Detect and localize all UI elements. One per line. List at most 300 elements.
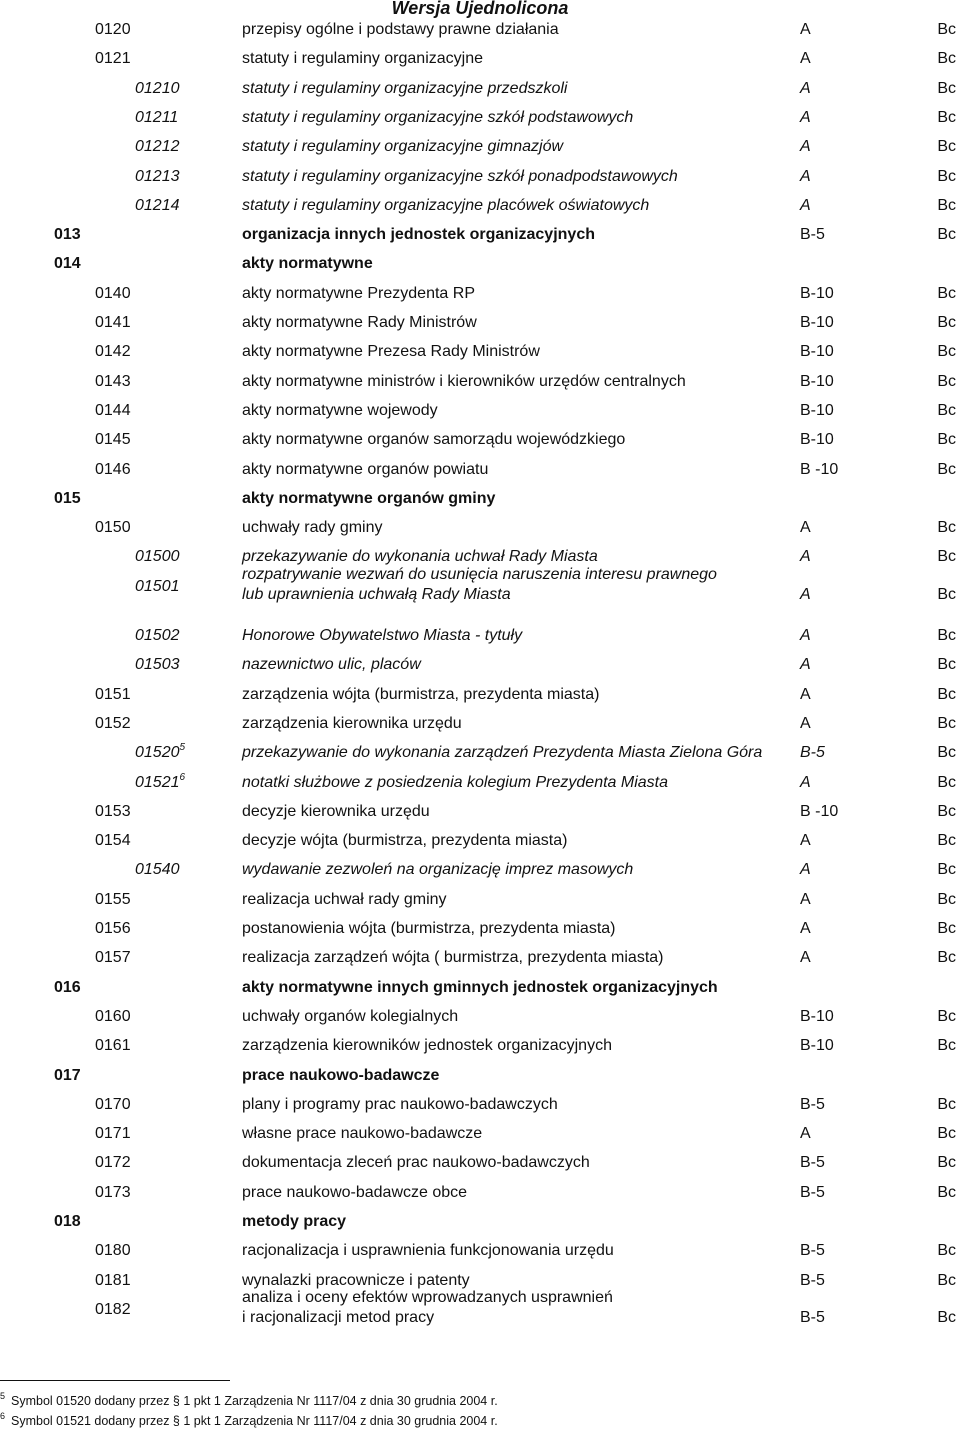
other-category: Bc: [937, 685, 956, 703]
row-symbol: [95, 20, 131, 40]
table-row: [0, 108, 960, 134]
other-category: Bc: [937, 460, 956, 478]
other-category: Bc: [937, 1037, 956, 1055]
other-category: Bc: [937, 1183, 956, 1201]
row-description: [242, 1153, 590, 1173]
other-category: Bc: [937, 108, 956, 126]
row-description: [242, 802, 430, 822]
row-description: [242, 225, 595, 245]
row-description-line: akty normatywne organów samorządu wojewódzkiego: [242, 431, 626, 449]
other-category: Bc: [937, 744, 956, 762]
archive-category: A: [800, 1125, 811, 1143]
row-description: [242, 1007, 458, 1027]
row-description-line: realizacja uchwał rady gminy: [242, 890, 447, 908]
row-symbol-text: 0121: [95, 50, 131, 68]
row-symbol-text: 0145: [95, 431, 131, 449]
row-symbol: [54, 1212, 81, 1232]
table-row: [0, 372, 960, 398]
row-description: [242, 167, 678, 187]
other-category: Bc: [937, 314, 956, 331]
row-description: [242, 831, 567, 851]
archive-category: B-5: [800, 1271, 825, 1289]
table-row: [0, 1066, 960, 1092]
row-description: [242, 919, 616, 939]
other-category: Bc: [937, 21, 956, 38]
archive-category: A: [800, 548, 811, 566]
row-description-line: akty normatywne ministrów i kierowników urzędów centralnych: [242, 372, 686, 390]
row-description-line: racjonalizacja i usprawnienia funkcjonowania urzędu: [242, 1242, 614, 1260]
row-description-line: prace naukowo-badawcze: [242, 1066, 440, 1084]
table-row: [0, 489, 960, 515]
row-description: [242, 108, 633, 128]
row-symbol: [135, 167, 180, 187]
row-description: [242, 460, 488, 480]
row-description-line: realizacja zarządzeń wójta ( burmistrza, prezydenta miasta): [242, 949, 664, 967]
archive-category: A: [800, 685, 811, 703]
other-category: Bc: [937, 656, 956, 674]
table-row: [0, 802, 960, 828]
other-category: Bc: [937, 138, 956, 156]
row-description: [242, 372, 686, 392]
table-row: [0, 284, 960, 310]
row-description-line: prace naukowo-badawcze obce: [242, 1183, 468, 1201]
row-description-line: statuty i regulaminy organizacyjne przedszkoli: [242, 79, 568, 97]
row-description: [242, 1124, 482, 1144]
row-symbol-text: 01502: [135, 627, 180, 644]
row-description: [242, 773, 668, 793]
row-description: [242, 685, 599, 705]
row-description-line: przekazywanie do wykonania uchwał Rady Miasta: [242, 548, 598, 566]
row-description: [242, 401, 438, 421]
footnote: [0, 1391, 498, 1408]
row-symbol: [95, 1271, 131, 1291]
footnote-ref: 6: [179, 771, 186, 783]
row-description-line: przepisy ogólne i podstawy prawne działania: [242, 21, 559, 38]
archive-category: A: [800, 714, 811, 732]
table-row: [0, 743, 960, 769]
row-symbol: [135, 137, 180, 157]
row-symbol-text: 0171: [95, 1125, 131, 1143]
row-description-line: akty normatywne organów powiatu: [242, 460, 489, 478]
row-symbol: [95, 1124, 131, 1144]
row-symbol: [95, 372, 131, 392]
table-row: [0, 430, 960, 456]
other-category: Bc: [937, 861, 956, 879]
archive-category: B-5: [800, 1308, 825, 1326]
archive-category: A: [800, 627, 811, 644]
other-category: Bc: [937, 920, 956, 937]
table-row: [0, 565, 960, 603]
row-symbol: [135, 79, 180, 99]
table-row: [0, 1288, 960, 1326]
row-symbol: [95, 460, 131, 480]
row-symbol: [95, 1036, 131, 1056]
row-description-line: postanowienia wójta (burmistrza, prezydenta miasta): [242, 920, 616, 937]
table-row: [0, 225, 960, 251]
row-symbol: [135, 743, 185, 763]
row-description: [242, 948, 664, 968]
table-row: [0, 49, 960, 75]
row-symbol: [135, 577, 180, 597]
row-symbol-text: 01540: [135, 861, 180, 879]
archive-category: A: [800, 585, 811, 603]
row-symbol-text: 0156: [95, 920, 131, 937]
archive-category: A: [800, 50, 811, 68]
row-description: [242, 49, 483, 69]
other-category: Bc: [937, 714, 956, 732]
row-symbol: [135, 196, 180, 216]
row-description-line: plany i programy prac naukowo-badawczych: [242, 1095, 558, 1113]
other-category: Bc: [937, 167, 956, 185]
archive-category: B -10: [800, 802, 839, 820]
row-description: [242, 743, 762, 763]
row-symbol: [95, 1153, 131, 1173]
row-description: [242, 626, 522, 646]
row-symbol-text: 0160: [95, 1007, 131, 1025]
row-symbol: [95, 1095, 131, 1115]
row-description: [242, 79, 567, 99]
row-description-line: dokumentacja zleceń prac naukowo-badawczych: [242, 1154, 590, 1172]
table-row: [0, 518, 960, 544]
row-symbol-text: 0157: [95, 949, 131, 967]
table-row: [0, 919, 960, 945]
archive-category: B -10: [800, 460, 839, 478]
row-description-line: statuty i regulaminy organizacyjne szkół ponadpodstawowych: [242, 167, 678, 185]
archive-category: A: [800, 138, 811, 156]
row-symbol: [54, 978, 81, 998]
row-description-line: organizacja innych jednostek organizacyjnych: [242, 226, 595, 244]
archive-category: B-5: [800, 1183, 825, 1201]
row-symbol-text: 01503: [135, 656, 180, 674]
row-symbol-text: 01210: [135, 79, 180, 97]
row-description: [242, 890, 447, 910]
table-row: [0, 890, 960, 916]
row-symbol: [95, 342, 131, 362]
row-description: [242, 1212, 346, 1232]
table-row: [0, 137, 960, 163]
footnote-number: 6: [0, 1411, 6, 1421]
row-description: [242, 518, 383, 538]
footnote: [0, 1411, 498, 1428]
row-description-line: uchwały rady gminy: [242, 519, 383, 537]
other-category: Bc: [937, 773, 956, 791]
footnote-separator: [0, 1380, 230, 1381]
row-symbol: [95, 1300, 131, 1320]
table-row: [0, 196, 960, 222]
row-description-line: akty normatywne innych gminnych jednostek organizacyjnych: [242, 978, 718, 996]
other-category: Bc: [937, 1095, 956, 1113]
row-symbol: [95, 948, 131, 968]
table-row: [0, 1124, 960, 1150]
row-symbol: [95, 685, 131, 705]
row-description-line: decyzje wójta (burmistrza, prezydenta miasta): [242, 832, 568, 850]
row-symbol-text: 01521: [135, 773, 180, 791]
row-symbol: [54, 254, 81, 274]
other-category: Bc: [937, 890, 956, 908]
row-symbol: [135, 773, 185, 793]
table-row: [0, 1212, 960, 1238]
row-description: [242, 430, 625, 450]
other-category: Bc: [937, 1125, 956, 1143]
other-category: Bc: [937, 1308, 956, 1326]
archive-category: B-10: [800, 1037, 834, 1055]
archive-category: A: [800, 196, 811, 214]
row-description-line: zarządzenia wójta (burmistrza, prezydenta miasta): [242, 685, 600, 703]
row-symbol-text: 01212: [135, 138, 180, 156]
row-description: [242, 1241, 614, 1261]
table-row: [0, 1153, 960, 1179]
other-category: Bc: [937, 1271, 956, 1289]
archive-category: B-5: [800, 1095, 825, 1113]
archive-category: A: [800, 656, 811, 674]
row-symbol-text: 0142: [95, 343, 131, 361]
archive-category: A: [800, 519, 811, 537]
row-description-line: własne prace naukowo-badawcze: [242, 1125, 483, 1143]
other-category: Bc: [937, 372, 956, 390]
row-description: [242, 137, 563, 157]
row-symbol-text: 0182: [95, 1300, 131, 1318]
row-symbol: [54, 489, 81, 509]
row-symbol-text: 0120: [95, 21, 131, 38]
table-row: [0, 401, 960, 427]
row-description: [242, 714, 462, 734]
row-symbol-text: 0146: [95, 460, 131, 478]
row-symbol-text: 0152: [95, 714, 131, 732]
row-description-line: akty normatywne Prezydenta RP: [242, 284, 475, 302]
other-category: Bc: [937, 284, 956, 302]
row-symbol: [54, 225, 81, 245]
row-symbol: [95, 1183, 131, 1203]
row-description-line: akty normatywne wojewody: [242, 401, 438, 419]
table-row: [0, 978, 960, 1004]
row-symbol: [95, 518, 131, 538]
row-symbol-text: 01501: [135, 577, 180, 595]
row-symbol-text: 013: [54, 226, 81, 244]
archive-category: A: [800, 21, 811, 38]
row-symbol-text: 017: [54, 1066, 81, 1084]
row-symbol: [95, 714, 131, 734]
other-category: Bc: [937, 802, 956, 820]
footnote-number: 5: [0, 1391, 6, 1401]
row-description-line: uchwały organów kolegialnych: [242, 1007, 459, 1025]
row-symbol: [135, 547, 180, 567]
archive-category: A: [800, 108, 811, 126]
row-symbol: [95, 919, 131, 939]
footnote-text: Symbol 01521 dodany przez § 1 pkt 1 Zarządzenia Nr 1117/04 z dnia 30 grudnia 2004 r.: [11, 1414, 498, 1428]
table-row: [0, 714, 960, 740]
row-description: [242, 1066, 439, 1086]
row-symbol-text: 0173: [95, 1183, 131, 1201]
row-symbol-text: 0161: [95, 1037, 131, 1055]
row-description-line: przekazywanie do wykonania zarządzeń Prezydenta Miasta Zielona Góra: [242, 744, 763, 762]
row-symbol: [95, 401, 131, 421]
row-symbol-text: 0150: [95, 519, 131, 537]
row-symbol-text: 0154: [95, 832, 131, 850]
table-row: [0, 254, 960, 280]
row-symbol-text: 0172: [95, 1154, 131, 1172]
document-title: Wersja Ujednolicona: [391, 0, 569, 18]
archive-category: B-10: [800, 431, 834, 449]
row-description-line: wydawanie zezwoleń na organizację imprez masowych: [242, 861, 634, 879]
row-symbol: [95, 1241, 131, 1261]
row-description: [242, 20, 559, 40]
row-description: [242, 1288, 613, 1328]
table-row: [0, 460, 960, 486]
row-symbol-text: 01211: [135, 108, 179, 126]
other-category: Bc: [937, 519, 956, 537]
row-description: [242, 196, 649, 216]
archive-category: A: [800, 920, 811, 937]
row-description: [242, 1095, 558, 1115]
other-category: Bc: [937, 548, 956, 566]
table-row: [0, 20, 960, 46]
row-description: [242, 565, 717, 605]
row-symbol: [95, 313, 131, 333]
table-row: [0, 313, 960, 339]
other-category: Bc: [937, 1007, 956, 1025]
table-row: [0, 860, 960, 886]
row-symbol-text: 01500: [135, 548, 180, 566]
table-row: [0, 342, 960, 368]
footnote-ref: 5: [179, 742, 186, 754]
other-category: Bc: [937, 627, 956, 644]
row-description-line: rozpatrywanie wezwań do usunięcia naruszenia interesu prawnego: [242, 565, 717, 583]
row-symbol-text: 015: [54, 489, 81, 507]
row-symbol: [95, 430, 131, 450]
row-symbol: [54, 1066, 81, 1086]
other-category: Bc: [937, 1242, 956, 1260]
other-category: Bc: [937, 832, 956, 850]
row-symbol: [95, 802, 131, 822]
row-description-line: lub uprawnienia uchwałą Rady Miasta: [242, 585, 511, 603]
row-description-line: statuty i regulaminy organizacyjne gimnazjów: [242, 138, 564, 156]
table-row: [0, 1036, 960, 1062]
row-symbol-text: 0153: [95, 802, 131, 820]
other-category: Bc: [937, 401, 956, 419]
row-symbol-text: 014: [54, 255, 81, 273]
row-description-line: zarządzenia kierowników jednostek organizacyjnych: [242, 1037, 612, 1055]
row-symbol-text: 0181: [95, 1271, 131, 1289]
other-category: Bc: [937, 1154, 956, 1172]
archive-category: A: [800, 773, 811, 791]
row-symbol: [135, 626, 180, 646]
archive-category: B-5: [800, 1154, 825, 1172]
other-category: Bc: [937, 196, 956, 214]
row-description: [242, 1036, 612, 1056]
row-symbol: [95, 890, 131, 910]
row-description-line: nazewnictwo ulic, placów: [242, 656, 421, 674]
row-symbol-text: 01520: [135, 744, 180, 762]
table-row: [0, 626, 960, 652]
row-symbol-text: 0180: [95, 1242, 131, 1260]
row-symbol: [135, 108, 178, 128]
table-row: [0, 1241, 960, 1267]
archive-category: A: [800, 167, 811, 185]
row-symbol: [95, 1007, 131, 1027]
row-symbol-text: 0151: [95, 685, 131, 703]
row-symbol-text: 0140: [95, 284, 131, 302]
row-description-line: decyzje kierownika urzędu: [242, 802, 430, 820]
row-description-line: akty normatywne Rady Ministrów: [242, 314, 477, 331]
row-description-line: zarządzenia kierownika urzędu: [242, 714, 462, 732]
archive-category: B-10: [800, 314, 834, 331]
other-category: Bc: [937, 226, 956, 244]
row-description-line: notatki służbowe z posiedzenia kolegium Prezydenta Miasta: [242, 773, 669, 791]
row-symbol-text: 0141: [95, 314, 131, 331]
table-row: [0, 948, 960, 974]
row-symbol-text: 016: [54, 978, 81, 996]
row-description: [242, 978, 718, 998]
archive-category: B-10: [800, 343, 834, 361]
archive-category: A: [800, 890, 811, 908]
archive-category: A: [800, 79, 811, 97]
other-category: Bc: [937, 949, 956, 967]
row-symbol: [135, 860, 180, 880]
row-symbol: [95, 284, 131, 304]
table-row: [0, 831, 960, 857]
other-category: Bc: [937, 79, 956, 97]
row-description: [242, 254, 373, 274]
archive-category: B-5: [800, 744, 825, 762]
table-row: [0, 79, 960, 105]
row-description: [242, 489, 495, 509]
row-description-line: statuty i regulaminy organizacyjne: [242, 50, 484, 68]
archive-category: B-10: [800, 372, 834, 390]
row-symbol: [95, 49, 131, 69]
archive-category: B-10: [800, 401, 834, 419]
row-symbol-text: 0143: [95, 372, 131, 390]
row-symbol-text: 018: [54, 1213, 81, 1230]
row-symbol-text: 0170: [95, 1095, 131, 1113]
row-symbol: [95, 831, 131, 851]
table-row: [0, 773, 960, 799]
row-description-line: statuty i regulaminy organizacyjne szkół podstawowych: [242, 108, 634, 126]
row-symbol-text: 01213: [135, 167, 180, 185]
row-description: [242, 284, 475, 304]
archive-category: B-5: [800, 226, 825, 244]
other-category: Bc: [937, 343, 956, 361]
table-row: [0, 685, 960, 711]
archive-category: B-10: [800, 284, 834, 302]
row-description-line: analiza i oceny efektów wprowadzanych usprawnień: [242, 1288, 613, 1306]
table-row: [0, 1095, 960, 1121]
row-symbol-text: 01214: [135, 196, 180, 214]
row-description-line: wynalazki pracownicze i patenty: [242, 1271, 470, 1289]
row-description: [242, 655, 421, 675]
table-row: [0, 655, 960, 681]
other-category: Bc: [937, 50, 956, 68]
row-description: [242, 313, 477, 333]
footnote-text: Symbol 01520 dodany przez § 1 pkt 1 Zarządzenia Nr 1117/04 z dnia 30 grudnia 2004 r.: [11, 1394, 498, 1408]
row-description-line: statuty i regulaminy organizacyjne placówek oświatowych: [242, 196, 650, 214]
archive-category: A: [800, 861, 811, 879]
row-description: [242, 342, 540, 362]
row-description-line: akty normatywne: [242, 255, 373, 273]
archive-category: A: [800, 949, 811, 967]
row-description-line: akty normatywne organów gminy: [242, 489, 496, 507]
archive-category: B-10: [800, 1007, 834, 1025]
row-symbol: [135, 655, 180, 675]
row-description-line: metody pracy: [242, 1213, 347, 1230]
row-symbol-text: 0144: [95, 401, 131, 419]
archive-category: A: [800, 832, 811, 850]
row-description-line: i racjonalizacji metod pracy: [242, 1308, 435, 1326]
other-category: Bc: [937, 585, 956, 603]
table-row: [0, 1007, 960, 1033]
row-description-line: Honorowe Obywatelstwo Miasta - tytuły: [242, 627, 523, 644]
row-description: [242, 1183, 467, 1203]
row-description: [242, 860, 633, 880]
